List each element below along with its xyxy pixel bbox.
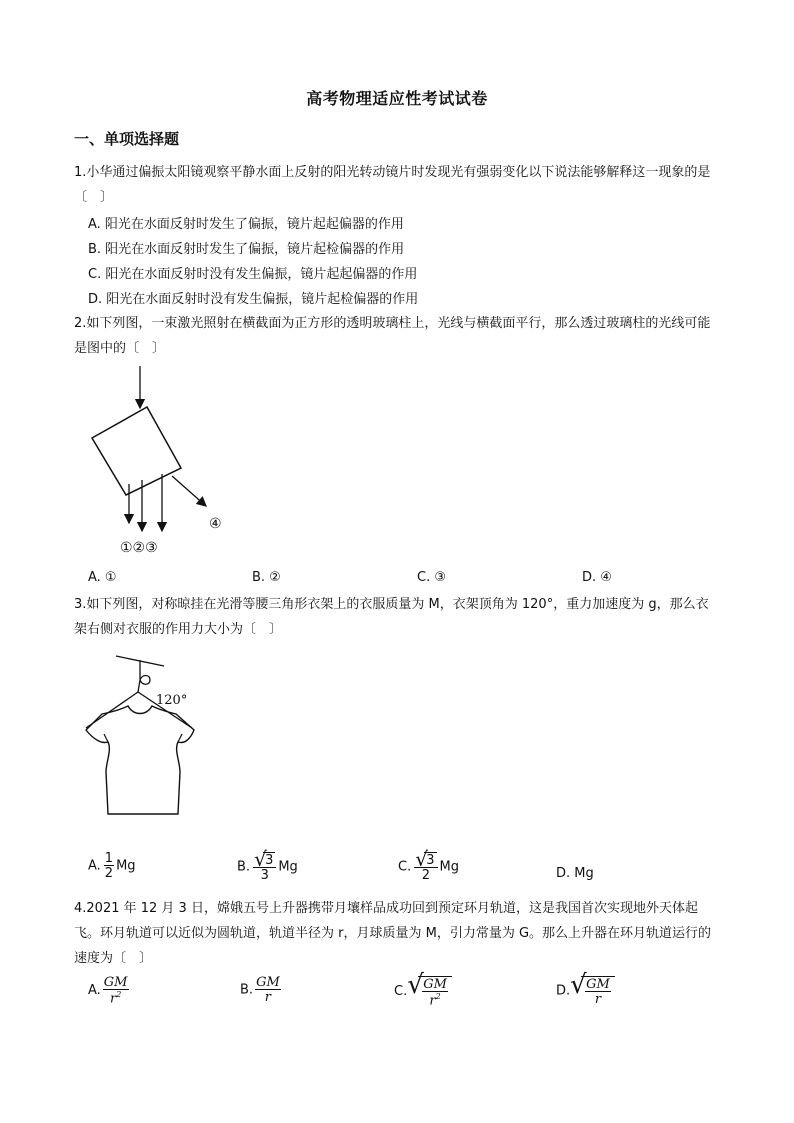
page-title: 高考物理适应性考试试卷 — [306, 89, 488, 108]
fraction-b: √ 3 3 — [253, 852, 276, 882]
fraction-a: $\frac{1}{2}$ — [104, 851, 114, 881]
question-4-option-a[interactable]: A. $\frac{GM}{r^2}$ — [88, 975, 128, 1007]
angle-label: 120° — [156, 693, 188, 708]
question-3-option-d[interactable]: D. Mg — [556, 866, 594, 881]
shirt-outline — [86, 706, 194, 814]
glass-square — [92, 407, 181, 495]
question-3-option-c[interactable]: C. √ 3 2 Mg — [398, 847, 459, 883]
ray-label-4: ④ — [209, 516, 222, 532]
question-1-stem: 1.小华通过偏振太阳镜观察平静水面上反射的阳光转动镜片时发现光有强弱变化以下说法能够解释这一现象的是〔 〕 — [74, 165, 711, 205]
ray-4 — [172, 476, 206, 506]
question-1-option-a[interactable]: A. 阳光在水面反射时发生了偏振，镜片起起偏器的作用 — [88, 217, 404, 232]
question-2-option-c[interactable]: C. ③ — [417, 570, 446, 585]
question-3-option-a[interactable]: A. $\frac{1}{2}$ Mg — [88, 851, 136, 881]
clothes-hanger-figure — [80, 650, 210, 820]
question-3-option-b[interactable]: B. √ 3 3 Mg — [237, 847, 298, 883]
question-4-option-c[interactable]: C. √ $\frac{GM}{r^2}$ — [394, 976, 452, 1007]
laser-prism-figure — [80, 362, 240, 558]
question-1-option-b[interactable]: B. 阳光在水面反射时发生了偏振，镜片起检偏器的作用 — [88, 242, 405, 257]
question-2-option-a[interactable]: A. ① — [88, 570, 117, 585]
hanger-hook — [138, 660, 150, 692]
question-2-option-b[interactable]: B. ② — [252, 570, 281, 585]
question-1-option-d[interactable]: D. 阳光在水面反射时没有发生偏振，镜片起检偏器的作用 — [88, 292, 419, 307]
question-2-option-d[interactable]: D. ④ — [582, 570, 612, 585]
sqrt-sign: √ 3 — [254, 847, 274, 871]
sqrt-gm-r2: √ $\frac{GM}{r^2}$ — [407, 976, 452, 1007]
fraction-gm-r: $\frac{GM}{r}$ — [256, 975, 280, 1005]
fraction-gm-r2: $\frac{GM}{r^2}$ — [103, 975, 128, 1007]
question-4-stem: 4.2021 年 12 月 3 日，嫦娥五号上升器携带月壤样品成功回到预定环月轨道，这是我国首次实现地外天体起飞。环月轨道可以近似为圆轨道，轨道半径为 r，月球质量为 M，引力常量为 G。那么上升器在环月轨道运行的速度为〔 〕 — [74, 901, 712, 966]
question-3-stem: 3.如下列图，对称晾挂在光滑等腰三角形衣架上的衣服质量为 M，衣架顶角为 120°，重力加速度为 g，那么衣架右侧对衣服的作用力大小为〔 〕 — [74, 597, 709, 637]
fraction-c: √ 3 2 — [414, 852, 437, 882]
question-4-option-b[interactable]: B. $\frac{GM}{r}$ — [240, 975, 280, 1005]
section-heading: 一、单项选择题 — [74, 130, 180, 148]
question-4-option-d[interactable]: D. √ $\frac{GM}{r}$ — [556, 976, 615, 1006]
sqrt-sign: √ 3 — [415, 847, 435, 871]
question-1-option-c[interactable]: C. 阳光在水面反射时没有发生偏振，镜片起起偏器的作用 — [88, 267, 418, 282]
ray-labels-123: ①②③ — [120, 540, 158, 556]
question-2-stem: 2.如下列图，一束激光照射在横截面为正方形的透明玻璃柱上，光线与横截面平行，那么透过玻璃柱的光线可能是图中的〔 〕 — [74, 316, 711, 356]
sqrt-gm-r: √ $\frac{GM}{r}$ — [570, 976, 615, 1006]
